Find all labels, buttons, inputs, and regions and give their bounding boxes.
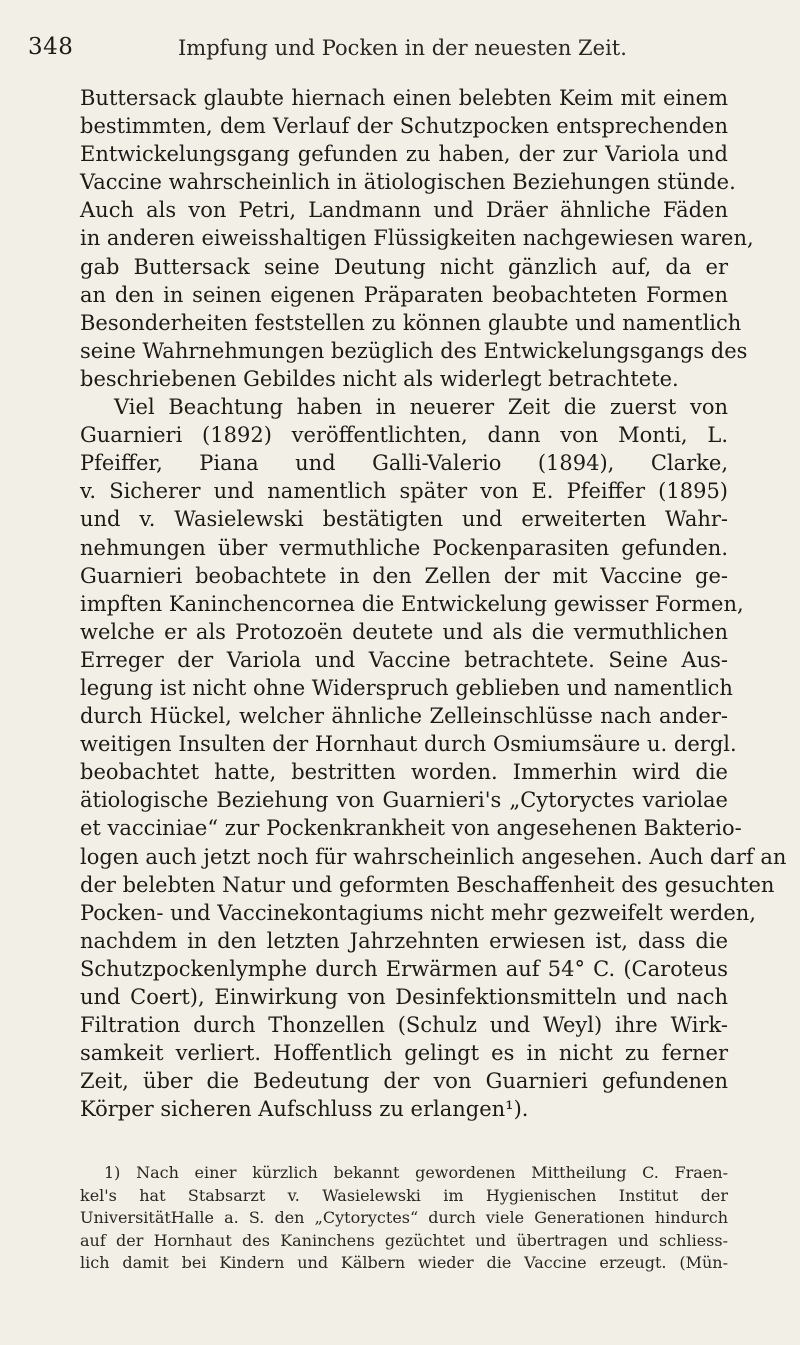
running-title: Impfung und Pocken in der neuesten Zeit. — [178, 36, 627, 60]
text-line: legung ist nicht ohne Widerspruch geblieben und namentlich — [80, 675, 733, 700]
text-line: und v. Wasielewski bestätigten und erweiterten Wahr- — [80, 507, 728, 532]
footnote-line: UniversitätHalle a. S. den „Cytoryctes“ durch viele Generationen hindurch — [80, 1208, 728, 1228]
text-line: Besonderheiten feststellen zu können glaubte und namentlich — [80, 310, 742, 335]
text-line: Buttersack glaubte hiernach einen belebten Keim mit einem — [80, 86, 728, 110]
text-line: samkeit verliert. Hoffentlich gelingt es in nicht zu ferner — [80, 1041, 728, 1066]
body-text — [80, 84, 787, 1123]
text-line: Schutzpockenlymphe durch Erwärmen auf 54° C. (Caroteus — [80, 956, 728, 981]
text-line: et vacciniae“ zur Pockenkrankheit von angesehenen Bakterio- — [80, 816, 742, 841]
text-line: beobachtet hatte, bestritten worden. Immerhin wird die — [80, 760, 728, 785]
text-line: weitigen Insulten der Hornhaut durch Osmiumsäure u. dergl. — [80, 732, 737, 757]
text-line: Zeit, über die Bedeutung der von Guarnieri gefundenen — [80, 1069, 728, 1094]
text-line: Guarnieri beobachtete in den Zellen der mit Vaccine ge- — [80, 563, 728, 588]
text-line: in anderen eiweisshaltigen Flüssigkeiten nachgewiesen waren, — [80, 226, 754, 251]
text-line: v. Sicherer und namentlich später von E. Pfeiffer (1895) — [80, 479, 728, 504]
footnote-line: kel's hat Stabsarzt v. Wasielewski im Hygienischen Institut der — [80, 1185, 728, 1205]
text-line: nachdem in den letzten Jahrzehnten erwiesen ist, dass die — [80, 928, 728, 953]
text-line: Filtration durch Thonzellen (Schulz und Weyl) ihre Wirk- — [80, 1013, 728, 1038]
text-line: impften Kaninchencornea die Entwickelung gewisser Formen, — [80, 591, 744, 616]
text-line: an den in seinen eigenen Präparaten beobachteten Formen — [80, 282, 728, 307]
page-number: 348 — [28, 34, 74, 60]
text-line: durch Hückel, welcher ähnliche Zelleinschlüsse nach ander- — [80, 704, 728, 729]
running-head — [28, 34, 708, 74]
text-line: Entwickelungsgang gefunden zu haben, der zur Variola und — [80, 142, 728, 167]
text-line: Pfeiffer, Piana und Galli-Valerio (1894), Clarke, — [80, 451, 728, 476]
text-line: gab Buttersack seine Deutung nicht gänzlich auf, da er — [80, 254, 728, 279]
text-line: Körper sicheren Aufschluss zu erlangen¹). — [80, 1097, 529, 1122]
text-line: nehmungen über vermuthliche Pockenparasiten gefunden. — [80, 535, 728, 560]
text-line: logen auch jetzt noch für wahrscheinlich angesehen. Auch darf an — [80, 844, 787, 869]
text-line: welche er als Protozoën deutete und als die vermuthlichen — [80, 619, 728, 644]
text-line: und Coert), Einwirkung von Desinfektionsmitteln und nach — [80, 985, 728, 1009]
text-line: Auch als von Petri, Landmann und Dräer ähnliche Fäden — [80, 198, 728, 223]
text-line: beschriebenen Gebildes nicht als widerlegt betrachtete. — [80, 366, 679, 391]
text-line: Pocken- und Vaccinekontagiums nicht mehr gezweifelt werden, — [80, 900, 756, 925]
text-line: Vaccine wahrscheinlich in ätiologischen Beziehungen stünde. — [80, 170, 736, 195]
footnote-line: lich damit bei Kindern und Kälbern wieder die Vaccine erzeugt. (Mün- — [80, 1253, 728, 1273]
text-line: ätiologische Beziehung von Guarnieri's „Cytoryctes variolae — [80, 788, 728, 813]
footnotes — [80, 1162, 728, 1275]
text-line: Erreger der Variola und Vaccine betrachtete. Seine Aus- — [80, 647, 728, 672]
text-line: bestimmten, dem Verlauf der Schutzpocken entsprechenden — [80, 114, 728, 139]
text-line: seine Wahrnehmungen bezüglich des Entwickelungsgangs des — [80, 338, 748, 363]
footnote-line: 1) Nach einer kürzlich bekannt gewordenen Mittheilung C. Fraen- — [104, 1163, 728, 1182]
text-line: Viel Beachtung haben in neuerer Zeit die zuerst von — [114, 395, 728, 420]
text-line: der belebten Natur und geformten Beschaffenheit des gesuchten — [80, 872, 775, 897]
text-line: Guarnieri (1892) veröffentlichten, dann von Monti, L. — [80, 423, 728, 448]
footnote-line: auf der Hornhaut des Kaninchens gezüchtet und übertragen und schliess- — [80, 1230, 728, 1250]
